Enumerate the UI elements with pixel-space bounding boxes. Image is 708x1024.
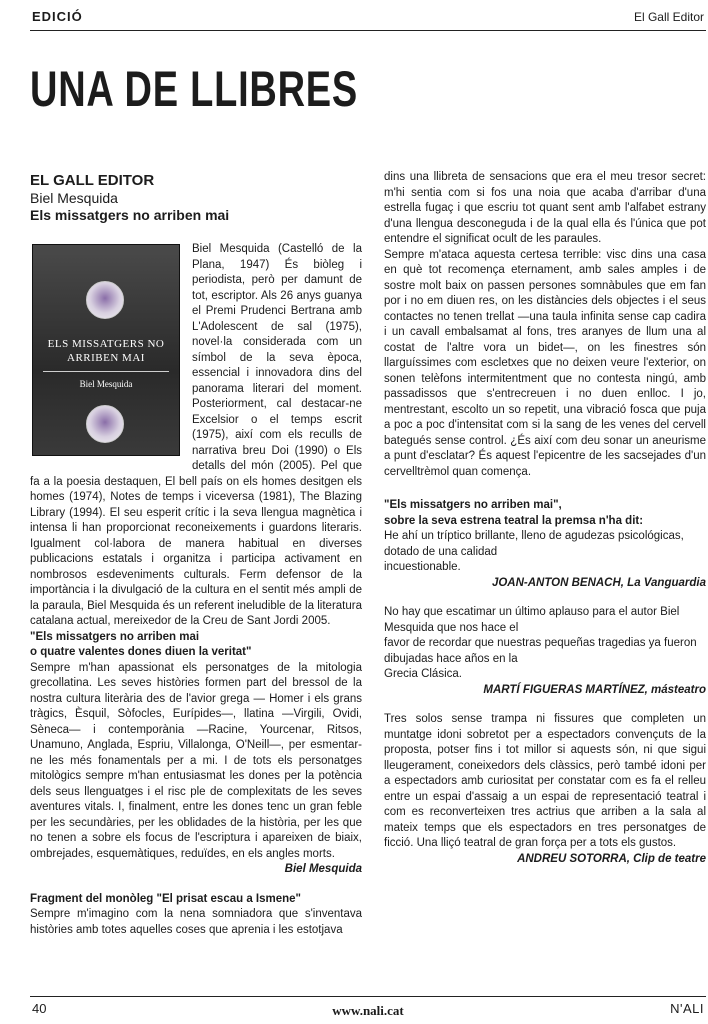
book-cover-image — [32, 244, 180, 456]
review-signature: ANDREU SOTORRA, Clip de teatre — [517, 852, 706, 865]
cover-divider — [43, 371, 169, 372]
book-title: Els missatgers no arriben mai — [30, 207, 230, 223]
review-text-line: No hay que escatimar un último aplauso para el autor Biel Mesquida que nos hace el — [384, 606, 680, 634]
review-text: Tres solos sense trampa ni fissures que completen un muntatge idoni sobretot per a espectadors convençuts de la proposta, potser fins i tot millor si aquests són, ni que sigui lleugerament, coneixedors dels clàssics, però també idoni per a espectadors amb curiositat per constatar com es fa el relleu entre un espai d'assaig a un espai de representació teatral i com es reconverteixen tres actrius que arriben a la sala al mateix temps que els espectadors en tres personatges de ficció. Una lliçó teatral de gran força per a tots els gustos. — [384, 713, 706, 849]
author-name: Biel Mesquida — [30, 190, 118, 206]
publisher-heading: EL GALL EDITOR — [30, 172, 155, 189]
right-column — [384, 170, 706, 875]
premiere-heading-line: "Els missatgers no arriben mai", — [384, 499, 562, 511]
spacer — [384, 480, 706, 498]
review-text-line: incuestionable. — [384, 561, 461, 573]
premiere-heading-line: sobre la seva estrena teatral la premsa n'ha dit: — [384, 514, 644, 527]
header-publisher: El Gall Editor — [633, 10, 704, 24]
review-text-line: favor de recordar que nuestras pequeñas tragedias ya fueron dibujadas hace años en la — [384, 637, 697, 665]
author-bio: Biel Mesquida (Castelló de la Plana, 1947) És biòleg i periodista, però per damunt de tot, escriptor. Als 26 anys guanya el Premi Prudenci Bertrana amb L'Adolescent de sal (1975), novel·la considerada com un símbol de la seva època, essencial i innovadora dins del panorama literari del moment. Posteriorment, cal destacar-ne Excelsior o el temps escrit (1975), així com els reculls de narrativa breu Doi (1990) o Els detalls del món (2005). Pel que fa a la poesia destaquen, El bell país on els homes desitgen els homes (1974), Notes de temps i viceversa (1981), The Blazing Library (1994). El seu esperit crític i la seva llengua magnètica i intensa li han proporcionat reconeixements i guardons literaris. Igualment col·labora de manera habitual en diverses publicacions estatals i organitza i participa activament en nombrosos esdeveniments culturals. Ferm defensor de la importància i la divulgació de la cultura en el sentit més ampli de la paraula, Biel Mesquida és un referent ineludible de la literatura catalana actual, mereixedor de la Creu de Sant Jordi 2005. — [30, 243, 362, 627]
page-header — [30, 6, 706, 31]
cover-title-line: ARRIBEN MAI — [67, 352, 145, 364]
cover-ornament-icon — [86, 405, 124, 443]
page-footer — [30, 996, 706, 1021]
section-label: EDICIÓ — [32, 9, 83, 24]
page-title: UNA DE LLIBRES — [30, 61, 359, 117]
magazine-name: N'ALI — [670, 1001, 704, 1016]
author-statement: Sempre m'han apassionat els personatges de la mitologia grecollatina. Les seves històries formen part del bressol de la nostra cultura literària des de l'avior grega — Homer i els grans tràgics, Èsquil, Sòfocles, Eurípides—, llatina —Virgili, Ovidi, Sèneca— i contemporània —Racine, Yourcenar, Ritsos, Unamuno, Anglada, Espriu, Villalonga, O'Neill—, per esmentar-ne les més fonamentals per a mi. I de tots els personatges mitològics sempre m'han entusiasmat les dones per la potència dels seus llenguatges i el risc ple de complexitats de les seves aventures vitals. I, finalment, entre les dones tenc un gran feble per les secundàries, per les oblidades de la història, per les que no tenen a sobre els focus de l'escriptura i apareixen de biaix, ombrejades, esquemàtiques, reduïdes, en els angles morts. — [30, 661, 362, 860]
review-signature: JOAN-ANTON BENACH, La Vanguardia — [491, 576, 706, 589]
page-number: 40 — [32, 1001, 47, 1016]
review-signature: MARTÍ FIGUERAS MARTÍNEZ, másteatro — [483, 683, 706, 696]
review-text-line: dotado de una calidad — [384, 545, 498, 558]
review-text-line: Grecia Clásica. — [384, 668, 462, 680]
fragment-continued-text: dins una llibreta de sensacions que era el meu tresor secret: m'hi sentia com si fos una noia que acaba d'arribar d'una estrella fugaç i que escriu tot quant sent amb l'alfabet estrany d'una llengua desconeguda i de la qual ella és l'única que pot entendre el significat ocult de les paraules. — [384, 171, 706, 245]
statement-heading-line: o quatre valentes dones diuen la veritat" — [30, 646, 252, 658]
cover-ornament-icon — [86, 281, 124, 319]
review-text-line: He ahí un tríptico brillante, lleno de agudezas psicológicas, — [384, 530, 684, 542]
fragment-heading: Fragment del monòleg "El prisat escau a Ismene" — [30, 892, 302, 905]
statement-heading-line: "Els missatgers no arriben mai — [30, 630, 200, 643]
cover-author: Biel Mesquida — [79, 379, 133, 389]
fragment-continued-text: Sempre m'ataca aquesta certesa terrible: visc dins una casa en què tot recomença eternament, amb sales amples i de sostre molt baix on passen persones somnàbules que em fan por i no em diuen res, on les distàncies dels objectes i el seus contactes no tenen trellat —una taula infinita sense cap cadira i un cavall embalsamat al fons, tres aranyes de llum una al costat de l'altre vora un bidet—, on les finestres són llarguíssimes com escletxes que no deixen veure l'exterior, on sonen telèfons intermitentment que no contesta ningú, amb passadissos que s'entrecreuen i no duen enlloc. I jo, mentrestant, escolto un so repetit, una vibració fosca que puja a poc a poc d'intensitat com si la sang de les venes del cervell bategués sense control. ¿És així com deu sonar un aneurisme a punt d'esclatar? És aquest l'epicentre de les sacsejades d'un cervelltrèmol quan comença. — [384, 248, 706, 478]
left-column — [30, 172, 362, 938]
fragment-text: Sempre m'imagino com la nena somniadora que s'inventava històries amb totes aquelles coses que aprenia i les estotjava — [30, 908, 362, 936]
cover-title-line: ELS MISSATGERS NO — [47, 338, 165, 350]
cover-title — [33, 337, 179, 365]
footer-url-link[interactable]: www.nali.cat — [332, 1003, 404, 1018]
statement-signature: Biel Mesquida — [284, 863, 362, 875]
